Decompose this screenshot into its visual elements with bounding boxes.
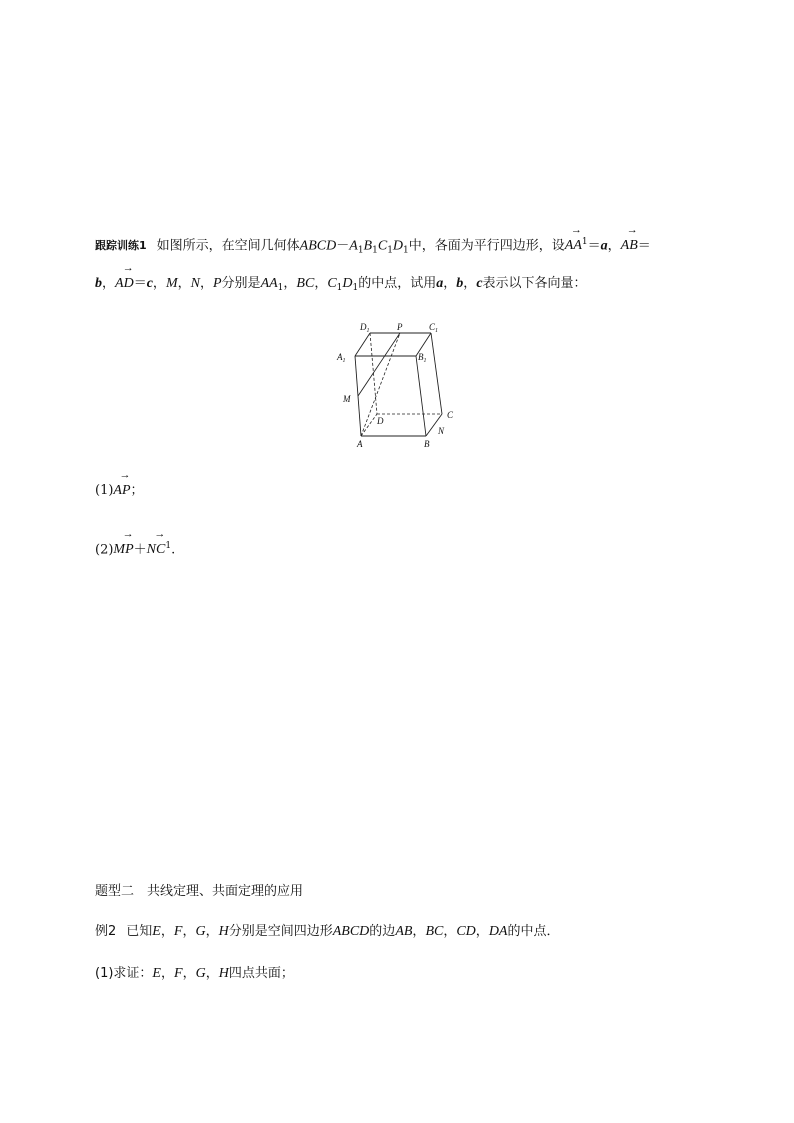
var-a: a — [600, 238, 608, 254]
equals-sign: ＝ — [133, 276, 147, 291]
example-label: 例2 — [95, 924, 117, 939]
hidden-edge-a-d — [361, 414, 377, 436]
label-b: B — [424, 439, 430, 449]
text-segment: 已知 — [126, 924, 153, 939]
subscript: 1 — [352, 283, 359, 293]
comma: ， — [205, 966, 219, 981]
var-b: b — [456, 276, 464, 291]
comma: ， — [177, 276, 191, 291]
question-number: (2) — [95, 542, 114, 558]
edge-c1-c — [431, 333, 442, 414]
vertex-d1: D — [342, 276, 353, 291]
question-1 — [95, 481, 144, 501]
edge-bc: BC — [425, 924, 444, 939]
section-heading: 题型二 共线定理、共面定理的应用 — [95, 884, 304, 899]
subscript: 1 — [277, 283, 284, 293]
comma: ， — [160, 924, 174, 939]
vertex-d1: D — [392, 238, 404, 254]
subscript: 1 — [387, 245, 393, 256]
point-e: E — [152, 924, 161, 939]
comma: ， — [463, 276, 477, 291]
edge-a1-d1 — [355, 333, 370, 356]
comma: ， — [607, 238, 621, 254]
label-m: M — [343, 394, 351, 404]
text-segment: 表示以下各向量： — [482, 276, 587, 291]
punctuation: . — [171, 542, 176, 558]
comma: ， — [160, 966, 174, 981]
example-2 — [95, 922, 560, 942]
label-n: N — [438, 426, 445, 436]
text-segment: 的中点，试用 — [358, 276, 437, 291]
point-f: F — [173, 924, 183, 939]
vertex-a1: A — [349, 238, 358, 254]
comma: ， — [199, 276, 213, 291]
quadrilateral-name: ABCD — [332, 924, 370, 939]
edge-aa1: AA — [260, 276, 278, 291]
text-segment: 的中点． — [507, 924, 560, 939]
comma: ， — [443, 924, 457, 939]
text-segment: 的边 — [369, 924, 396, 939]
plus-sign: ＋ — [133, 542, 147, 558]
vector-aa1: → AA — [565, 236, 582, 256]
question-number: (1) — [95, 483, 114, 498]
point-h: H — [218, 966, 229, 981]
var-c: c — [476, 276, 483, 291]
hidden-edge-d1-d — [370, 333, 377, 414]
comma: ， — [443, 276, 457, 291]
edge-cd: CD — [456, 924, 476, 939]
comma: ， — [475, 924, 489, 939]
comma: ， — [102, 276, 116, 291]
text-segment: 四点共面； — [228, 966, 294, 981]
vector-nc1: → NC — [147, 540, 166, 560]
equals-sign: ＝ — [637, 238, 651, 254]
comma: ， — [283, 276, 297, 291]
var-b: b — [95, 276, 102, 291]
superscript: 1 — [165, 541, 172, 551]
vertex-c1: C — [327, 276, 337, 291]
superscript: 1 — [581, 237, 588, 247]
exercise-label: 跟踪训练1 — [95, 239, 147, 253]
label-a: A — [357, 439, 363, 449]
solid-name: ABCD — [299, 238, 337, 254]
question-number: (1)求证： — [95, 966, 153, 981]
text-segment: 如图所示，在空间几何体 — [156, 238, 300, 254]
label-p: P — [397, 322, 403, 332]
label-b1: $B_1$ — [418, 352, 427, 364]
point-m: M — [165, 276, 178, 291]
text-segment: 中，各面为平行四边形，设 — [408, 238, 565, 254]
label-d1: $D_1$ — [360, 322, 370, 334]
vector-ab: → AB — [621, 236, 638, 256]
comma: ， — [205, 924, 219, 939]
minus-sign: － — [336, 238, 350, 254]
exercise-line-2 — [95, 274, 587, 294]
subscript: 1 — [357, 245, 364, 256]
vertex-b1: B — [363, 238, 373, 254]
point-f: F — [174, 966, 183, 981]
edge-ab: AB — [395, 924, 413, 939]
point-n: N — [190, 276, 200, 291]
vertex-c1: C — [377, 238, 388, 254]
point-g: G — [195, 966, 206, 981]
comma: ， — [314, 276, 328, 291]
comma: ， — [412, 924, 426, 939]
subscript: 1 — [403, 245, 409, 256]
edge-b1-b — [416, 356, 426, 436]
var-c: c — [146, 276, 153, 291]
comma: ， — [152, 276, 166, 291]
point-g: G — [195, 924, 206, 939]
vector-mp: → MP — [113, 540, 133, 560]
subscript: 1 — [372, 245, 378, 256]
var-a: a — [436, 276, 444, 291]
punctuation: ； — [130, 483, 144, 498]
exercise-line-1 — [95, 232, 651, 256]
point-e: E — [152, 966, 161, 981]
vector-ap: → AP — [113, 481, 130, 501]
text-segment: 分别是 — [221, 276, 261, 291]
label-c1: $C_1$ — [429, 322, 439, 334]
vector-ad: → AD — [115, 274, 134, 294]
equals-sign: ＝ — [587, 238, 601, 254]
edge-da: DA — [488, 924, 508, 939]
label-d: D — [377, 416, 384, 426]
text-segment: 分别是空间四边形 — [228, 924, 333, 939]
example-2-question-1 — [95, 964, 294, 984]
label-c: C — [447, 410, 454, 420]
point-h: H — [218, 924, 229, 939]
label-a1: $A_1$ — [337, 352, 346, 364]
edge-bc: BC — [296, 276, 315, 291]
question-2 — [95, 536, 175, 560]
subscript: 1 — [336, 283, 343, 293]
parallelepiped-figure — [332, 318, 462, 453]
point-p: P — [212, 276, 222, 291]
comma: ， — [182, 966, 196, 981]
comma: ， — [182, 924, 196, 939]
